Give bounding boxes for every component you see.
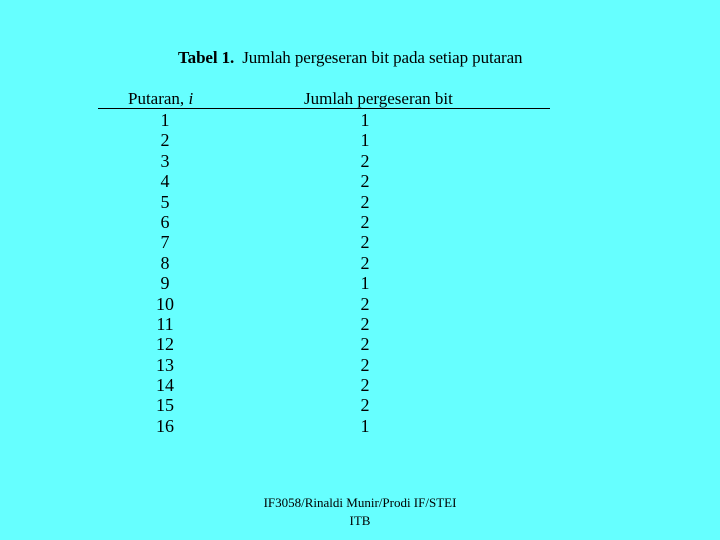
cell-jumlah-pergeseran: 1: [360, 415, 370, 436]
table-row: [0, 151, 720, 171]
cell-putaran: 14: [156, 375, 174, 396]
table-row: [0, 253, 720, 273]
cell-putaran: 8: [160, 252, 170, 273]
cell-jumlah-pergeseran: 2: [360, 150, 370, 171]
header-jumlah-pergeseran: Jumlah pergeseran bit: [304, 89, 453, 108]
cell-putaran: 9: [160, 273, 170, 294]
table-row: [0, 192, 720, 212]
cell-jumlah-pergeseran: 2: [360, 211, 370, 232]
cell-putaran: 6: [160, 211, 170, 232]
cell-putaran: 5: [160, 191, 170, 212]
cell-putaran: 10: [156, 293, 174, 314]
table-caption: [178, 48, 522, 68]
header-putaran-text: Putaran,: [128, 89, 189, 108]
cell-jumlah-pergeseran: 2: [360, 334, 370, 355]
cell-putaran: 13: [156, 354, 174, 375]
table-row: [0, 110, 720, 130]
cell-putaran: 11: [156, 313, 174, 334]
cell-putaran: 15: [156, 395, 174, 416]
cell-putaran: 2: [160, 130, 170, 151]
cell-jumlah-pergeseran: 1: [360, 273, 370, 294]
slide-footer: [220, 494, 500, 530]
table-row: [0, 171, 720, 191]
cell-jumlah-pergeseran: 1: [360, 130, 370, 151]
cell-putaran: 16: [156, 415, 174, 436]
cell-jumlah-pergeseran: 2: [360, 395, 370, 416]
table-caption-title: Jumlah pergeseran bit pada setiap putaran: [242, 48, 523, 67]
table-header: [0, 89, 720, 109]
table-row: [0, 375, 720, 395]
header-putaran: [128, 89, 193, 109]
header-rule: [98, 108, 550, 109]
cell-putaran: 3: [160, 150, 170, 171]
footer-line-1: IF3058/Rinaldi Munir/Prodi IF/STEI: [263, 495, 457, 510]
table-row: [0, 294, 720, 314]
cell-jumlah-pergeseran: 2: [360, 191, 370, 212]
cell-jumlah-pergeseran: 2: [360, 313, 370, 334]
cell-jumlah-pergeseran: 2: [360, 232, 370, 253]
table-row: [0, 314, 720, 334]
footer-line-2: ITB: [349, 513, 371, 528]
cell-putaran: 12: [156, 334, 174, 355]
table-row: [0, 334, 720, 354]
cell-jumlah-pergeseran: 2: [360, 293, 370, 314]
table-row: [0, 395, 720, 415]
cell-putaran: 1: [160, 110, 170, 130]
table-row: [0, 273, 720, 293]
cell-jumlah-pergeseran: 2: [360, 375, 370, 396]
cell-jumlah-pergeseran: 2: [360, 354, 370, 375]
table-row: [0, 212, 720, 232]
cell-putaran: 4: [160, 171, 170, 192]
cell-jumlah-pergeseran: 1: [360, 110, 370, 130]
table-row: [0, 130, 720, 150]
table-row: [0, 232, 720, 252]
cell-jumlah-pergeseran: 2: [360, 252, 370, 273]
table-row: [0, 355, 720, 375]
table-caption-label: Tabel 1.: [178, 48, 235, 67]
table-row: [0, 416, 720, 436]
cell-jumlah-pergeseran: 2: [360, 171, 370, 192]
header-putaran-variable: i: [188, 89, 194, 108]
cell-putaran: 7: [160, 232, 170, 253]
table-body: [0, 110, 720, 436]
